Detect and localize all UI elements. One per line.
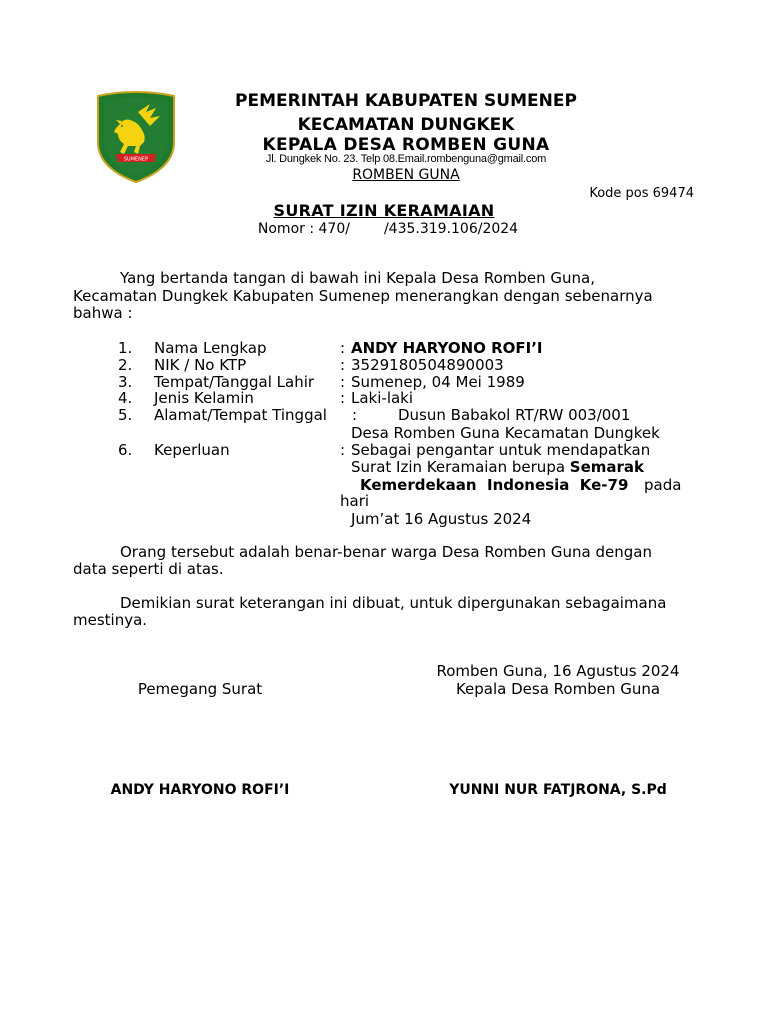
purpose-event-bold: Semarak bbox=[569, 458, 645, 476]
opening-line-2: Kecamatan Dungkek Kabupaten Sumenep menerangkan dengan sebenarnya bbox=[73, 287, 653, 305]
field-value-purpose: Sebagai pengantar untuk mendapatkan bbox=[351, 441, 651, 459]
header-government: PEMERINTAH KABUPATEN SUMENEP bbox=[235, 91, 577, 111]
field-value-address: Dusun Babakol RT/RW 003/001 bbox=[398, 406, 631, 424]
field-value-purpose-line2 bbox=[351, 458, 644, 476]
field-colon: : bbox=[340, 339, 346, 357]
opening-line-3: bahwa : bbox=[73, 304, 133, 322]
logo-ribbon-text: SUMENEP bbox=[123, 156, 149, 163]
closing2-line-2: mestinya. bbox=[73, 611, 148, 629]
field-label-birth: Tempat/Tanggal Lahir bbox=[154, 373, 315, 391]
field-number: 6. bbox=[118, 441, 133, 459]
field-label-gender: Jenis Kelamin bbox=[154, 389, 254, 407]
field-label-nik: NIK / No KTP bbox=[154, 356, 247, 374]
field-number: 5. bbox=[118, 406, 133, 424]
official-name: YUNNI NUR FATJRONA, S.Pd bbox=[449, 782, 667, 798]
field-colon: : bbox=[340, 389, 346, 407]
field-number: 3. bbox=[118, 373, 133, 391]
field-label-purpose: Keperluan bbox=[154, 441, 230, 459]
field-value-gender: Laki-laki bbox=[351, 389, 414, 407]
holder-label: Pemegang Surat bbox=[137, 680, 263, 698]
purpose-text-hari: hari bbox=[340, 492, 370, 510]
field-value-address-line2: Desa Romben Guna Kecamatan Dungkek bbox=[351, 424, 660, 442]
letter-number-prefix: Nomor : 470/ bbox=[257, 221, 350, 237]
field-number: 2. bbox=[118, 356, 133, 374]
field-colon: : bbox=[352, 406, 358, 424]
header-village-name: ROMBEN GUNA bbox=[352, 167, 460, 183]
header-village-head: KEPALA DESA ROMBEN GUNA bbox=[262, 135, 550, 155]
field-value-birth: Sumenep, 04 Mei 1989 bbox=[351, 373, 525, 391]
purpose-event-name: Kemerdekaan Indonesia Ke-79 bbox=[360, 476, 629, 494]
purpose-text-pada: pada bbox=[644, 476, 682, 494]
holder-name: ANDY HARYONO ROFI’I bbox=[110, 782, 290, 798]
closing2-line-1: Demikian surat keterangan ini dibuat, untuk dipergunakan sebagaimana bbox=[120, 594, 667, 612]
closing1-line-1: Orang tersebut adalah benar-benar warga Desa Romben Guna dengan bbox=[120, 543, 652, 561]
field-number: 4. bbox=[118, 389, 133, 407]
field-colon: : bbox=[340, 373, 346, 391]
field-value-nik: 3529180504890003 bbox=[351, 356, 504, 374]
field-label-name: Nama Lengkap bbox=[154, 339, 267, 357]
field-colon: : bbox=[340, 356, 346, 374]
letter-title: SURAT IZIN KERAMAIAN bbox=[273, 201, 495, 220]
purpose-date: Jum’at 16 Agustus 2024 bbox=[351, 510, 532, 528]
purpose-text: Surat Izin Keramaian berupa bbox=[351, 458, 570, 476]
place-date: Romben Guna, 16 Agustus 2024 bbox=[436, 662, 680, 680]
field-value-name: ANDY HARYONO ROFI’I bbox=[351, 339, 543, 357]
letter-number-suffix: /435.319.106/2024 bbox=[383, 221, 519, 237]
field-colon: : bbox=[340, 441, 346, 459]
field-number: 1. bbox=[118, 339, 133, 357]
letter-number bbox=[140, 221, 636, 237]
field-label-address: Alamat/Tempat Tinggal bbox=[154, 406, 327, 424]
header-address: Jl. Dungkek No. 23. Telp 08.Email.rombenguna@gmail.com bbox=[265, 153, 547, 165]
closing1-line-2: data seperti di atas. bbox=[73, 560, 224, 578]
opening-line-1: Yang bertanda tangan di bawah ini Kepala Desa Romben Guna, bbox=[120, 269, 596, 287]
official-label: Kepala Desa Romben Guna bbox=[455, 680, 661, 698]
postal-code: Kode pos 69474 bbox=[589, 186, 694, 201]
header-district: KECAMATAN DUNGKEK bbox=[297, 115, 515, 135]
